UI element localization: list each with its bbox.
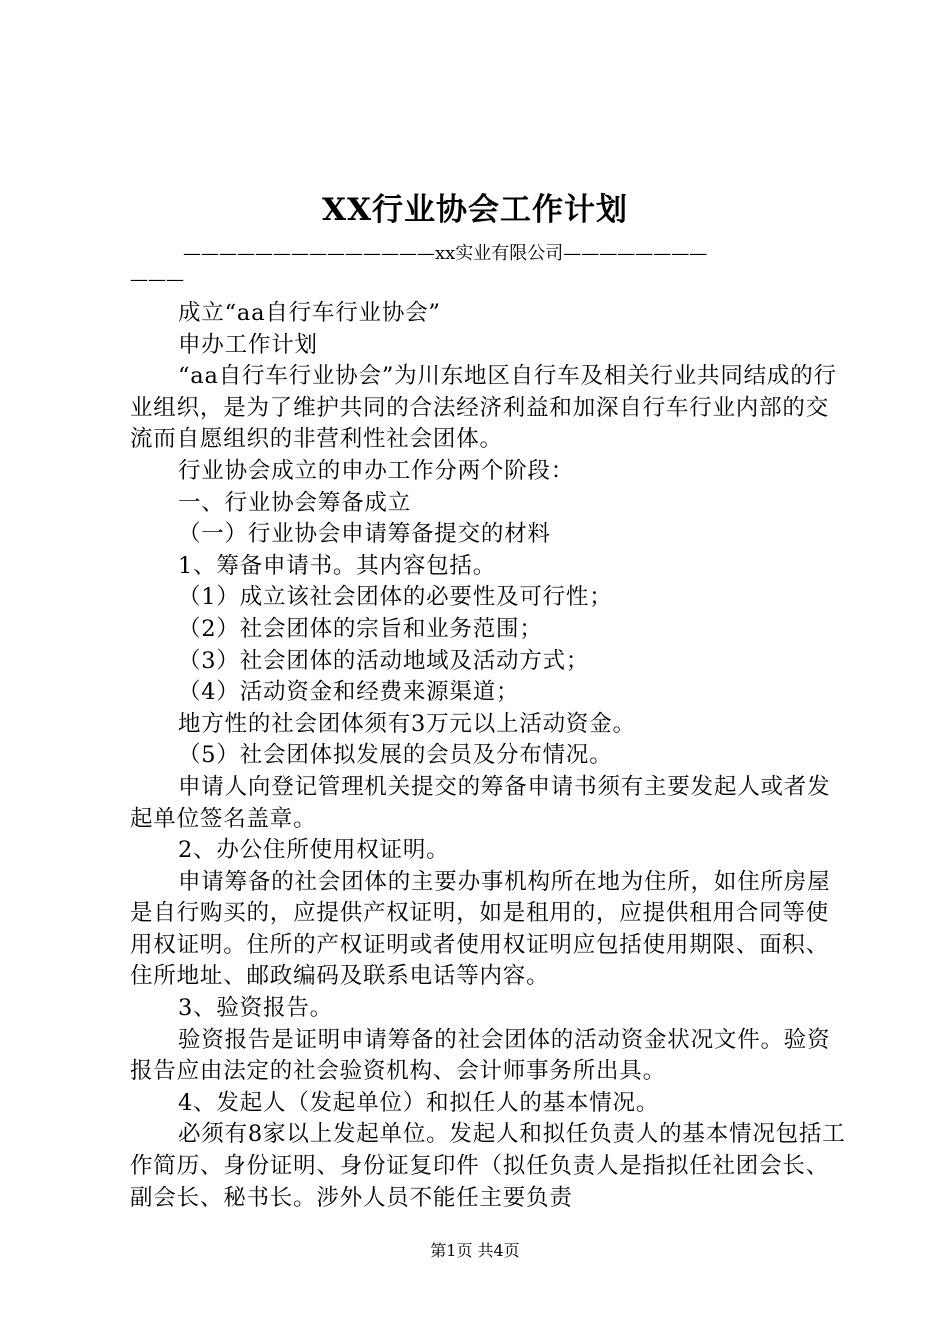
paragraph: 地方性的社会团体须有3万元以上活动资金。 — [178, 710, 636, 737]
paragraph: 3、验资报告。 — [178, 995, 333, 1022]
paragraph: 申请人向登记管理机关提交的筹备申请书须有主要发起人或者发起单位签名盖章。 — [130, 773, 831, 832]
paragraph: 验资报告是证明申请筹备的社会团体的活动资金状况文件。验资报告应由法定的社会验资机构、会计师事务所出具。 — [130, 1026, 831, 1085]
paragraph: 行业协会成立的申办工作分两个阶段： — [178, 457, 575, 484]
section-heading: 一、行业协会筹备成立 — [178, 489, 412, 516]
paragraph: 1、筹备申请书。其内容包括。 — [178, 552, 497, 579]
company-subtitle: ——————————————xx实业有限公司———————— — [183, 243, 708, 264]
document-title: XX行业协会工作计划 — [321, 192, 629, 228]
document-body — [130, 298, 850, 1214]
page-number: 第1页 共4页 — [430, 1241, 520, 1260]
list-item: （2）社会团体的宗旨和业务范围； — [178, 615, 543, 642]
paragraph: “aa自行车行业协会”为川东地区自行车及相关行业共同结成的行业组织，是为了维护共同的合法经济利益和加深自行车行业内部的交流而自愿组织的非营利性社会团体。 — [130, 363, 837, 453]
paragraph: 必须有8家以上发起单位。发起人和拟任负责人的基本情况包括工作简历、身份证明、身份证复印件（拟任负责人是指拟任社团会长、副会长、秘书长。涉外人员不能任主要负责 — [130, 1121, 846, 1211]
paragraph: 成立“aa自行车行业协会” — [178, 300, 441, 326]
paragraph: 申办工作计划 — [178, 331, 318, 358]
list-item: （4）活动资金和经费来源渠道； — [178, 679, 520, 706]
paragraph: 2、办公住所使用权证明。 — [178, 837, 450, 864]
list-item: （5）社会团体拟发展的会员及分布情况。 — [178, 742, 613, 769]
paragraph: 申请筹备的社会团体的主要办事机构所在地为住所，如住所房屋是自行购买的，应提供产权证明，如是租用的，应提供租用合同等使用权证明。住所的产权证明或者使用权证明应包括使用期限、面积、住所地址、邮政编码及联系电话等内容。 — [130, 868, 831, 990]
list-item: （3）社会团体的活动地域及活动方式； — [178, 647, 590, 674]
company-subtitle-continued: ——— — [130, 269, 184, 290]
subsection-heading: （一）行业协会申请筹备提交的材料 — [178, 521, 551, 548]
paragraph: 4、发起人（发起单位）和拟任人的基本情况。 — [178, 1089, 660, 1116]
list-item: （1）成立该社会团体的必要性及可行性； — [178, 584, 613, 611]
